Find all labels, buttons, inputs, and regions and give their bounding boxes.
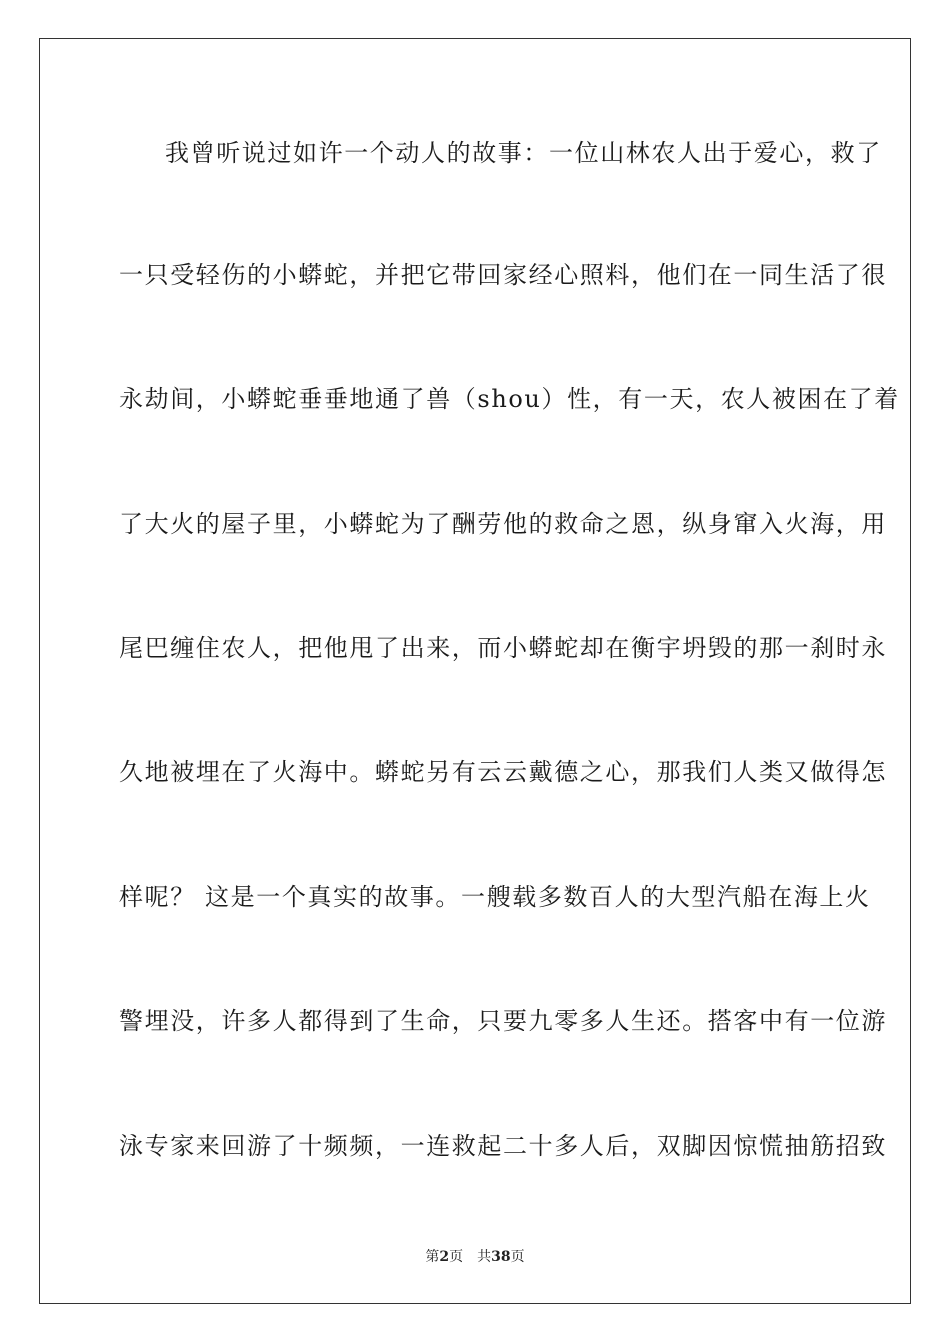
body-text-line-1: 我曾听说过如许一个动人的故事：一位山林农人出于爱心，救了 <box>165 139 882 167</box>
body-text-line-5: 尾巴缠住农人，把他甩了出来，而小蟒蛇却在衡宇坍毁的那一刹时永 <box>119 634 887 662</box>
total-prefix: 共 <box>477 1249 492 1265</box>
body-text-line-6: 久地被埋在了火海中。蟒蛇另有云云戴德之心，那我们人类又做得怎 <box>119 758 887 786</box>
body-text-line-3: 永劫间，小蟒蛇垂垂地通了兽（shou）性，有一天，农人被困在了着 <box>119 385 900 413</box>
body-text-line-8: 警埋没，许多人都得到了生命，只要九零多人生还。搭客中有一位游 <box>119 1007 887 1035</box>
page-prefix: 第 <box>425 1249 440 1265</box>
body-text-line-2: 一只受轻伤的小蟒蛇，并把它带回家经心照料，他们在一同生活了很 <box>119 261 887 289</box>
page-border <box>39 38 911 1304</box>
page-number-footer <box>0 1248 950 1266</box>
total-page-number: 38 <box>491 1249 511 1265</box>
page-unit: 页 <box>449 1249 464 1265</box>
current-page-number: 2 <box>439 1249 450 1265</box>
body-text-line-7: 样呢？ 这是一个真实的故事。一艘载多数百人的大型汽船在海上火 <box>119 883 871 911</box>
body-text-line-9: 泳专家来回游了十频频，一连救起二十多人后，双脚因惊慌抽筋招致 <box>119 1132 887 1160</box>
body-text-line-4: 了大火的屋子里，小蟒蛇为了酬劳他的救命之恩，纵身窜入火海，用 <box>119 510 887 538</box>
total-unit: 页 <box>510 1249 525 1265</box>
